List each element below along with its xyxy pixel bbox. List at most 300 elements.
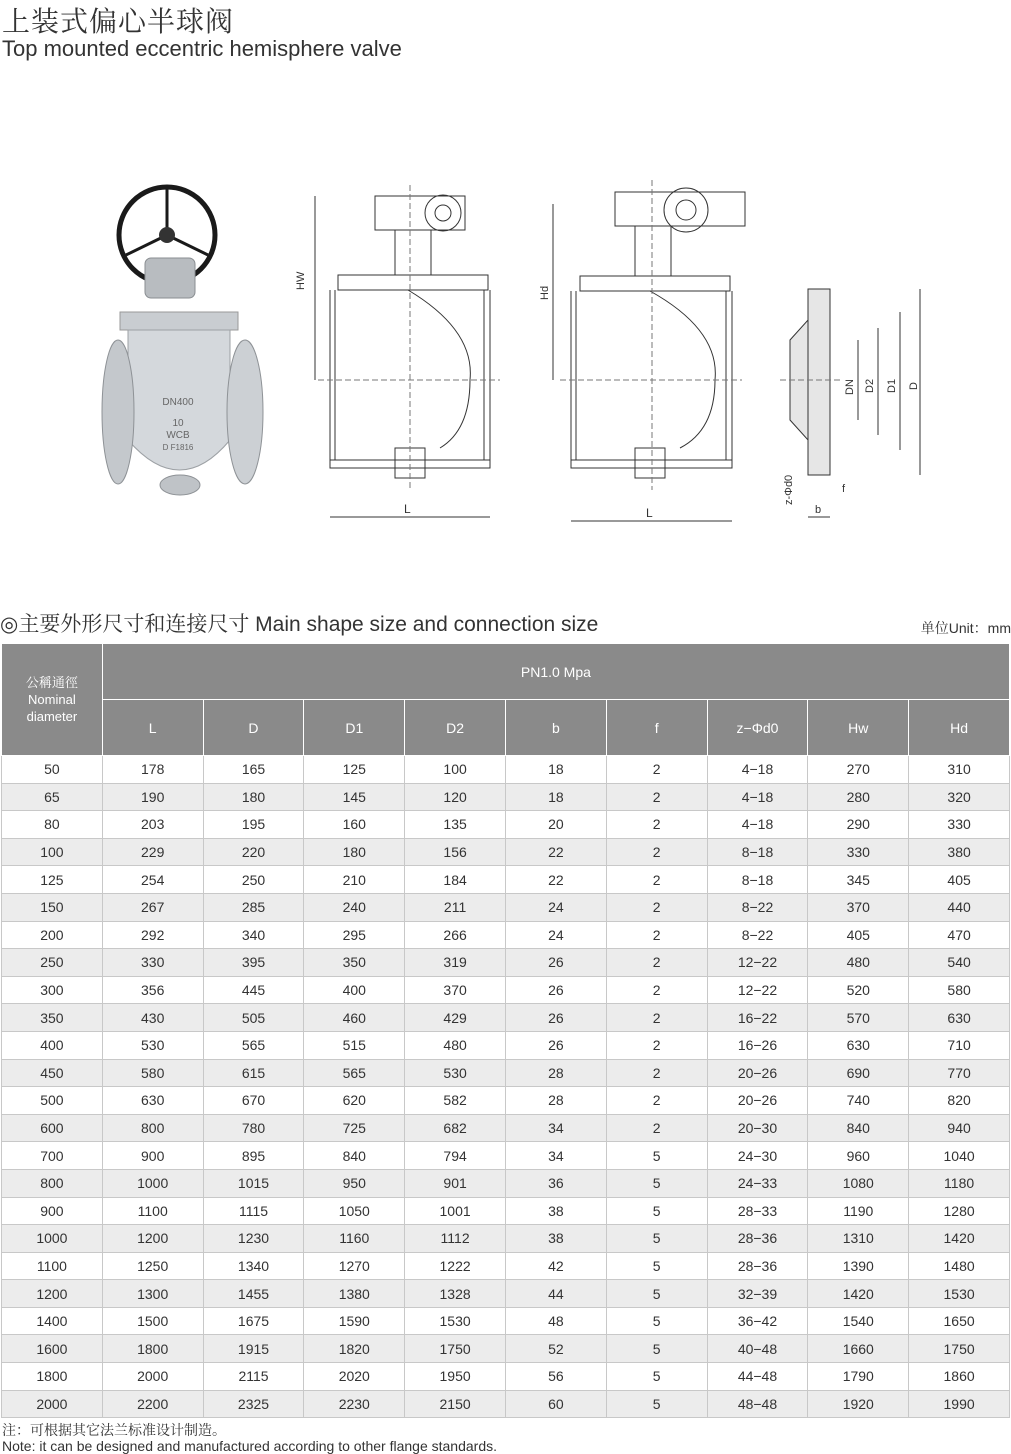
table-cell: 48 [505,1307,606,1335]
table-cell: 2020 [304,1363,405,1391]
table-cell: 2 [606,838,707,866]
table-cell: 8−18 [707,838,808,866]
table-cell: 1000 [2,1225,103,1253]
table-cell: 120 [405,783,506,811]
table-cell: 400 [2,1031,103,1059]
table-cell: 1040 [909,1142,1010,1170]
table-row [2,838,1010,866]
header-col: L [102,700,203,756]
table-cell: 20−26 [707,1087,808,1115]
table-cell: 2 [606,1114,707,1142]
table-cell: 1990 [909,1390,1010,1418]
table-cell: 1222 [405,1252,506,1280]
table-cell: 530 [405,1059,506,1087]
table-cell: 1790 [808,1363,909,1391]
table-cell: 1480 [909,1252,1010,1280]
table-cell: 5 [606,1335,707,1363]
table-cell: 1540 [808,1307,909,1335]
table-cell: 345 [808,866,909,894]
table-cell: 960 [808,1142,909,1170]
table-cell: 1915 [203,1335,304,1363]
table-cell: 100 [405,756,506,784]
table-cell: 710 [909,1031,1010,1059]
table-cell: 1100 [102,1197,203,1225]
dim-l-label-side: L [646,506,653,520]
dim-l-label-front: L [404,502,411,516]
header-nominal-cn: 公稱通徑 [25,675,78,690]
table-cell: 620 [304,1087,405,1115]
table-cell: 2115 [203,1363,304,1391]
spec-table-body [2,756,1010,1418]
table-cell: 44−48 [707,1363,808,1391]
header-col: D1 [304,700,405,756]
table-cell: 36−42 [707,1307,808,1335]
table-cell: 22 [505,866,606,894]
unit-label: 单位Unit：mm [920,620,1011,636]
table-cell: 770 [909,1059,1010,1087]
table-cell: 540 [909,949,1010,977]
table-cell: 8−22 [707,893,808,921]
table-cell: 18 [505,756,606,784]
dim-hd-label: Hd [539,285,551,300]
table-cell: 530 [102,1031,203,1059]
table-cell: 42 [505,1252,606,1280]
table-cell: 2 [606,976,707,1004]
table-cell: 670 [203,1087,304,1115]
table-cell: 2 [606,1031,707,1059]
table-cell: 1190 [808,1197,909,1225]
table-cell: 12−22 [707,976,808,1004]
table-cell: 1340 [203,1252,304,1280]
footnote [2,1422,497,1454]
table-cell: 330 [808,838,909,866]
table-cell: 56 [505,1363,606,1391]
header-nominal-en2: diameter [26,709,78,724]
table-cell: 1530 [405,1307,506,1335]
table-cell: 145 [304,783,405,811]
dim-hw-label: HW [295,271,307,290]
table-cell: 210 [304,866,405,894]
table-cell: 405 [909,866,1010,894]
header-col: z−Φd0 [707,700,808,756]
table-cell: 1250 [102,1252,203,1280]
table-cell: 180 [304,838,405,866]
table-cell: 820 [909,1087,1010,1115]
table-cell: 12−22 [707,949,808,977]
table-cell: 794 [405,1142,506,1170]
table-cell: 220 [203,838,304,866]
table-row [2,1114,1010,1142]
table-cell: 24−33 [707,1169,808,1197]
table-cell: 165 [203,756,304,784]
table-row [2,893,1010,921]
table-cell: 630 [909,1004,1010,1032]
table-cell: 500 [2,1087,103,1115]
table-cell: 895 [203,1142,304,1170]
table-cell: 135 [405,811,506,839]
table-cell: 1530 [909,1280,1010,1308]
table-cell: 1050 [304,1197,405,1225]
table-cell: 800 [2,1169,103,1197]
table-cell: 405 [808,921,909,949]
table-cell: 2 [606,1059,707,1087]
table-cell: 1800 [102,1335,203,1363]
table-cell: 630 [808,1031,909,1059]
table-cell: 1950 [405,1363,506,1391]
table-cell: 725 [304,1114,405,1142]
table-cell: 370 [808,893,909,921]
table-cell: 1180 [909,1169,1010,1197]
table-cell: 1270 [304,1252,405,1280]
table-row [2,1004,1010,1032]
table-cell: 178 [102,756,203,784]
table-cell: 270 [808,756,909,784]
table-cell: 2230 [304,1390,405,1418]
table-cell: 26 [505,976,606,1004]
table-cell: 780 [203,1114,304,1142]
table-cell: 2000 [102,1363,203,1391]
table-cell: 229 [102,838,203,866]
table-cell: 356 [102,976,203,1004]
table-cell: 690 [808,1059,909,1087]
front-section-drawing [315,185,500,517]
table-cell: 38 [505,1225,606,1253]
dim-d1-label: D1 [886,378,898,393]
table-cell: 32−39 [707,1280,808,1308]
table-cell: 615 [203,1059,304,1087]
dim-zd0-label: z-Φd0 [783,474,795,505]
table-cell: 1160 [304,1225,405,1253]
table-cell: 700 [2,1142,103,1170]
table-cell: 100 [2,838,103,866]
table-cell: 1500 [102,1307,203,1335]
table-cell: 430 [102,1004,203,1032]
table-cell: 580 [102,1059,203,1087]
table-cell: 24 [505,893,606,921]
table-cell: 570 [808,1004,909,1032]
table-cell: 740 [808,1087,909,1115]
page-title-cn: 上装式偏心半球阀 [2,6,235,37]
header-col: b [505,700,606,756]
table-cell: 254 [102,866,203,894]
table-cell: 1001 [405,1197,506,1225]
side-section-drawing [553,180,745,521]
table-cell: 682 [405,1114,506,1142]
table-cell: 1455 [203,1280,304,1308]
footnote-cn: 注：可根据其它法兰标准设计制造。 [2,1422,226,1438]
table-row [2,783,1010,811]
table-cell: 445 [203,976,304,1004]
table-cell: 440 [909,893,1010,921]
table-row [2,1252,1010,1280]
table-cell: 1800 [2,1363,103,1391]
dim-d2-label: D2 [864,378,876,393]
table-cell: 18 [505,783,606,811]
table-cell: 125 [304,756,405,784]
table-cell: 580 [909,976,1010,1004]
spec-table [1,643,1010,1418]
table-row [2,1031,1010,1059]
table-cell: 36 [505,1169,606,1197]
table-cell: 5 [606,1363,707,1391]
table-cell: 5 [606,1390,707,1418]
table-row [2,1335,1010,1363]
table-cell: 2 [606,949,707,977]
table-cell: 2 [606,1087,707,1115]
table-cell: 1015 [203,1169,304,1197]
flange-detail-drawing [780,289,920,517]
table-cell: 1860 [909,1363,1010,1391]
table-cell: 950 [304,1169,405,1197]
table-cell: 350 [304,949,405,977]
table-cell: 60 [505,1390,606,1418]
table-cell: 250 [2,949,103,977]
table-cell: 515 [304,1031,405,1059]
table-cell: 1820 [304,1335,405,1363]
table-cell: 5 [606,1225,707,1253]
table-cell: 125 [2,866,103,894]
table-cell: 200 [2,921,103,949]
dim-b-label: b [815,504,822,516]
table-cell: 1590 [304,1307,405,1335]
table-cell: 940 [909,1114,1010,1142]
table-cell: 1300 [102,1280,203,1308]
table-cell: 1200 [2,1280,103,1308]
footnote-en: Note: it can be designed and manufactured according to other flange standards. [2,1438,497,1454]
table-cell: 1000 [102,1169,203,1197]
table-cell: 48−48 [707,1390,808,1418]
table-cell: 2 [606,811,707,839]
table-cell: 310 [909,756,1010,784]
table-cell: 1750 [909,1335,1010,1363]
table-row [2,1280,1010,1308]
table-cell: 1390 [808,1252,909,1280]
table-row [2,1059,1010,1087]
table-cell: 180 [203,783,304,811]
table-cell: 40−48 [707,1335,808,1363]
table-cell: 290 [808,811,909,839]
table-cell: 1080 [808,1169,909,1197]
table-row [2,1087,1010,1115]
table-cell: 26 [505,949,606,977]
table-cell: 900 [2,1197,103,1225]
table-row [2,866,1010,894]
table-cell: 1328 [405,1280,506,1308]
table-cell: 28−33 [707,1197,808,1225]
table-cell: 8−18 [707,866,808,894]
table-row [2,1197,1010,1225]
table-cell: 34 [505,1114,606,1142]
dim-d-label: D [908,382,920,390]
table-cell: 20−30 [707,1114,808,1142]
table-cell: 295 [304,921,405,949]
table-cell: 1380 [304,1280,405,1308]
table-row [2,756,1010,784]
table-cell: 16−26 [707,1031,808,1059]
table-cell: 5 [606,1169,707,1197]
table-cell: 292 [102,921,203,949]
table-cell: 5 [606,1142,707,1170]
table-cell: 28 [505,1059,606,1087]
table-row [2,1169,1010,1197]
table-cell: 1420 [909,1225,1010,1253]
table-cell: 24−30 [707,1142,808,1170]
table-row [2,1363,1010,1391]
table-cell: 320 [909,783,1010,811]
valve-photo [102,187,263,495]
table-cell: 20 [505,811,606,839]
table-cell: 4−18 [707,811,808,839]
table-cell: 1420 [808,1280,909,1308]
table-cell: 900 [102,1142,203,1170]
table-cell: 65 [2,783,103,811]
table-cell: 1115 [203,1197,304,1225]
table-row [2,811,1010,839]
table-cell: 44 [505,1280,606,1308]
table-cell: 250 [203,866,304,894]
table-cell: 600 [2,1114,103,1142]
table-cell: 1200 [102,1225,203,1253]
table-cell: 190 [102,783,203,811]
table-cell: 2 [606,921,707,949]
table-row [2,976,1010,1004]
table-row [2,1142,1010,1170]
table-cell: 1310 [808,1225,909,1253]
table-cell: 211 [405,893,506,921]
table-cell: 156 [405,838,506,866]
table-cell: 630 [102,1087,203,1115]
header-nominal-en1: Nominal [28,692,76,707]
photo-dn-mark: DN400 [162,397,194,408]
table-cell: 370 [405,976,506,1004]
table-cell: 2200 [102,1390,203,1418]
table-cell: 565 [304,1059,405,1087]
table-cell: 2325 [203,1390,304,1418]
table-cell: 240 [304,893,405,921]
table-cell: 22 [505,838,606,866]
table-cell: 2000 [2,1390,103,1418]
header-col: D [203,700,304,756]
table-cell: 400 [304,976,405,1004]
table-cell: 5 [606,1280,707,1308]
page-title-en: Top mounted eccentric hemisphere valve [2,36,402,61]
table-cell: 280 [808,783,909,811]
table-cell: 395 [203,949,304,977]
table-cell: 450 [2,1059,103,1087]
table-cell: 340 [203,921,304,949]
table-row [2,1307,1010,1335]
table-cell: 26 [505,1031,606,1059]
table-cell: 160 [304,811,405,839]
table-cell: 1230 [203,1225,304,1253]
table-cell: 1100 [2,1252,103,1280]
table-cell: 1112 [405,1225,506,1253]
table-cell: 5 [606,1252,707,1280]
table-cell: 2 [606,866,707,894]
photo-pressure-mark: 10 [172,418,184,429]
table-cell: 330 [102,949,203,977]
table-cell: 800 [102,1114,203,1142]
dim-dn-label: DN [844,379,856,395]
table-cell: 80 [2,811,103,839]
table-cell: 267 [102,893,203,921]
table-cell: 1280 [909,1197,1010,1225]
table-cell: 330 [909,811,1010,839]
table-cell: 26 [505,1004,606,1032]
table-cell: 1750 [405,1335,506,1363]
table-cell: 24 [505,921,606,949]
table-cell: 380 [909,838,1010,866]
table-cell: 28−36 [707,1225,808,1253]
table-cell: 2 [606,893,707,921]
table-cell: 582 [405,1087,506,1115]
table-cell: 480 [808,949,909,977]
table-cell: 4−18 [707,783,808,811]
table-row [2,949,1010,977]
table-cell: 901 [405,1169,506,1197]
header-col: Hw [808,700,909,756]
header-col: Hd [909,700,1010,756]
table-cell: 460 [304,1004,405,1032]
header-pressure: PN1.0 Mpa [102,644,1009,700]
table-cell: 2 [606,783,707,811]
header-col: f [606,700,707,756]
table-cell: 840 [304,1142,405,1170]
table-cell: 28 [505,1087,606,1115]
table-cell: 52 [505,1335,606,1363]
table-cell: 840 [808,1114,909,1142]
table-cell: 38 [505,1197,606,1225]
table-cell: 1660 [808,1335,909,1363]
photo-material-mark: WCB [166,430,190,441]
table-row [2,921,1010,949]
table-cell: 5 [606,1197,707,1225]
table-cell: 300 [2,976,103,1004]
table-cell: 266 [405,921,506,949]
table-cell: 1650 [909,1307,1010,1335]
table-cell: 285 [203,893,304,921]
header-col: D2 [405,700,506,756]
table-cell: 565 [203,1031,304,1059]
table-cell: 203 [102,811,203,839]
table-cell: 28−36 [707,1252,808,1280]
table-cell: 350 [2,1004,103,1032]
table-cell: 1675 [203,1307,304,1335]
section-title: ◎主要外形尺寸和连接尺寸 Main shape size and connection size [0,613,599,636]
photo-flow-mark: D F1816 [162,443,194,452]
table-row [2,1225,1010,1253]
dim-f-label: f [842,483,846,495]
table-cell: 520 [808,976,909,1004]
header-nominal-diameter [2,644,103,756]
table-cell: 429 [405,1004,506,1032]
table-cell: 184 [405,866,506,894]
table-cell: 2150 [405,1390,506,1418]
table-cell: 5 [606,1307,707,1335]
table-cell: 195 [203,811,304,839]
table-row [2,1390,1010,1418]
table-cell: 470 [909,921,1010,949]
table-cell: 50 [2,756,103,784]
table-cell: 2 [606,756,707,784]
table-cell: 319 [405,949,506,977]
table-cell: 4−18 [707,756,808,784]
table-cell: 2 [606,1004,707,1032]
table-cell: 34 [505,1142,606,1170]
table-cell: 8−22 [707,921,808,949]
table-cell: 1400 [2,1307,103,1335]
table-cell: 16−22 [707,1004,808,1032]
